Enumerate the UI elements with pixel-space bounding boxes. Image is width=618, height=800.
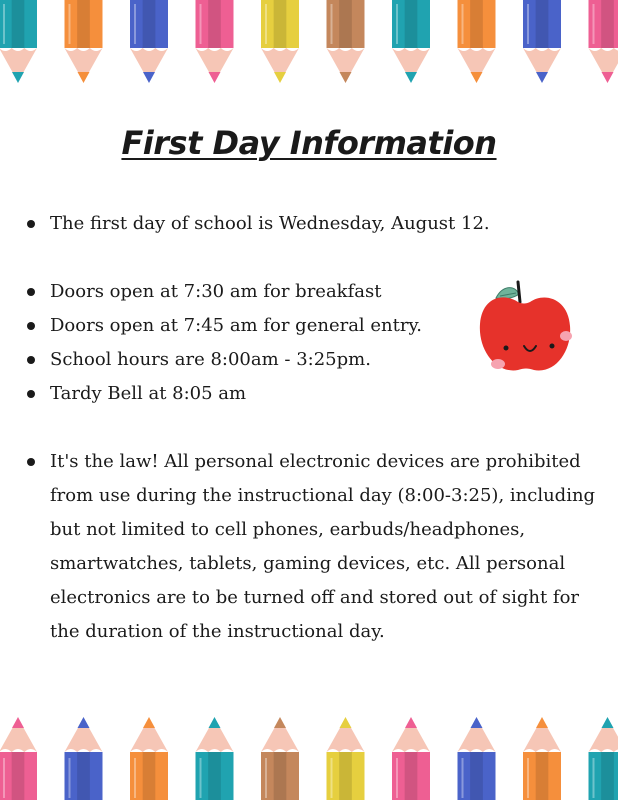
list-item: Tardy Bell at 8:05 am: [24, 377, 609, 411]
pencil-icon: [130, 717, 168, 800]
pencil-icon: [523, 0, 561, 83]
pencil-icon: [261, 0, 299, 83]
pencil-icon: [458, 717, 496, 800]
pencil-icon: [589, 0, 618, 83]
pencil-icon: [196, 717, 234, 800]
pencil-icon: [392, 717, 430, 800]
pencil-icon: [327, 0, 365, 83]
pencil-icon: [589, 717, 618, 800]
info-list-devices: [24, 445, 609, 649]
pencil-icon: [65, 717, 103, 800]
pencil-icon: [196, 0, 234, 83]
pencil-icon: [523, 717, 561, 800]
list-item: Doors open at 7:45 am for general entry.: [24, 309, 609, 343]
top-pencil-border: [0, 0, 618, 90]
apple-icon: [474, 276, 580, 382]
pencil-icon: [0, 717, 37, 800]
info-list-date: [24, 207, 609, 241]
page-title: First Day Information: [121, 124, 497, 162]
pencil-icon: [392, 0, 430, 83]
bottom-pencil-border: [0, 710, 618, 800]
info-content: [24, 207, 609, 649]
list-item: The first day of school is Wednesday, August 12.: [24, 207, 609, 241]
list-item: School hours are 8:00am - 3:25pm.: [24, 343, 609, 377]
list-item: Doors open at 7:30 am for breakfast: [24, 275, 609, 309]
pencil-icon: [130, 0, 168, 83]
pencil-icon: [458, 0, 496, 83]
pencil-icon: [261, 717, 299, 800]
pencil-icon: [65, 0, 103, 83]
pencil-icon: [327, 717, 365, 800]
list-item: It's the law! All personal electronic devices are prohibited from use during the instructional day (8:00-3:25), including but not limited to cell phones, earbuds/headphones, smartwatches, tablets, gaming devices, etc. All personal electronics are to be turned off and stored out of sight for the duration of the instructional day.: [24, 445, 609, 649]
pencil-icon: [0, 0, 37, 83]
